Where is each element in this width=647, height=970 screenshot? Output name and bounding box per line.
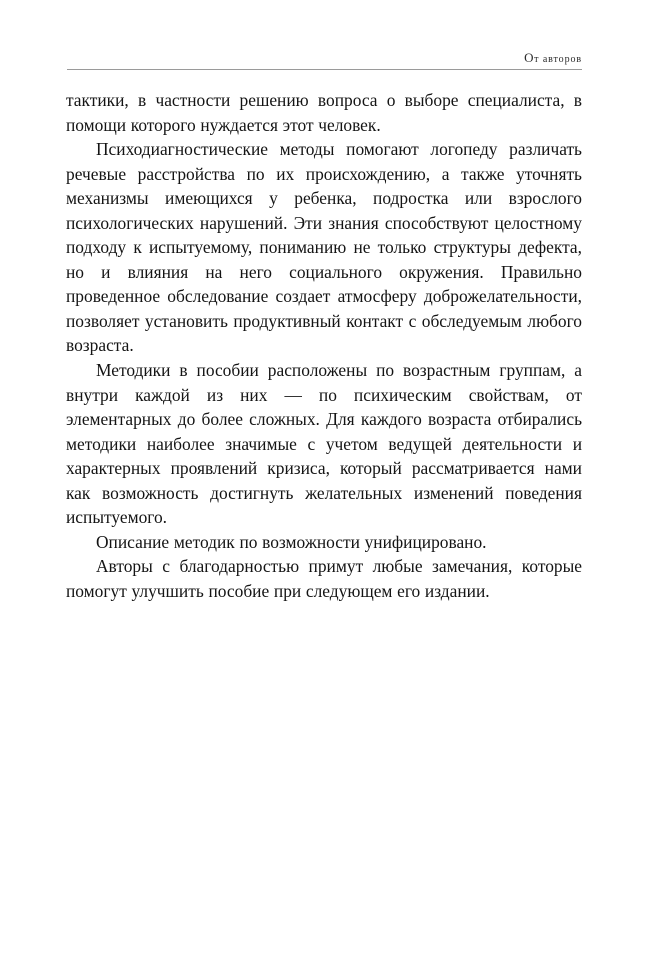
running-header-initial: О: [524, 50, 535, 65]
running-header-text: т авторов: [534, 54, 582, 65]
paragraph: тактики, в частности решению вопроса о выборе специалиста, в помощи которого нуждается этот человек.: [66, 90, 582, 135]
paragraph: Авторы с благодарностью примут любые замечания, которые помогут улучшить пособие при следующем его издании.: [66, 556, 582, 601]
header-rule-divider: [67, 69, 582, 70]
body-text-block: [66, 88, 582, 603]
running-header: [66, 50, 582, 66]
paragraph: Методики в пособии расположены по возрастным группам, а внутри каждой из них — по психическим свойствам, от элементарных до более сложных. Для каждого возраста отбирались методики наиболее значимые с учетом ведущей деятельности и характерных проявлений кризиса, который рассматривается нами как возможность достигнуть желательных изменений поведения испытуемого.: [66, 360, 582, 528]
paragraph: Описание методик по возможности унифицировано.: [96, 531, 487, 552]
paragraph: Психодиагностические методы помогают логопеду различать речевые расстройства по их происхождению, а также уточнять механизмы имеющихся у ребенка, подростка или взрослого психологических нарушений. Эти знания способствуют целостному подходу к испытуемому, пониманию не только структуры дефекта, но и влияния на него социального окружения. Правильно проведенное обследование создает атмосферу доброжелательности, позволяет установить продуктивный контакт с обследуемым любого возраста.: [66, 139, 582, 356]
